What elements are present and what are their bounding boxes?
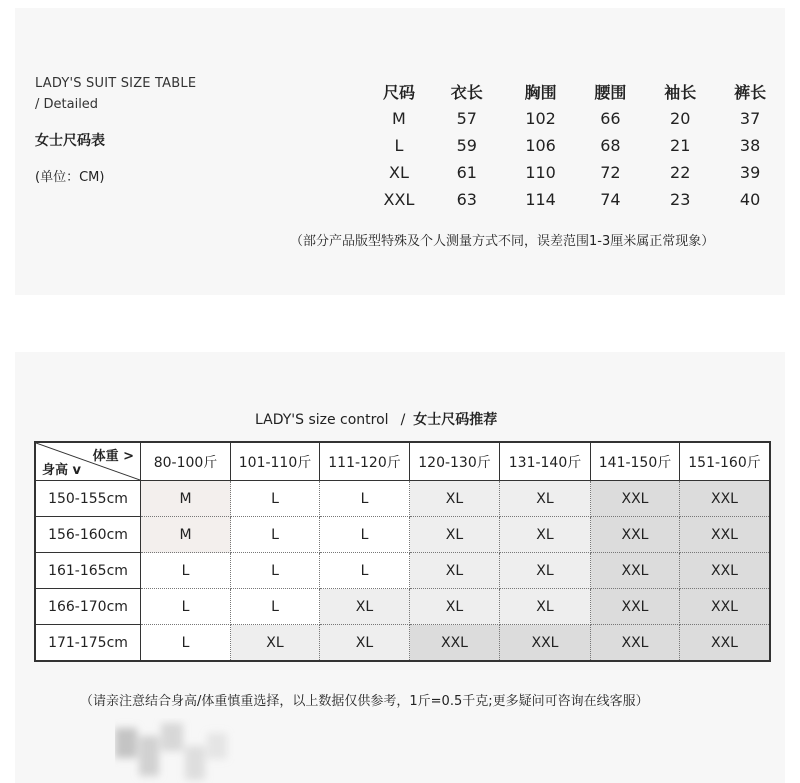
cell-length: 59 <box>456 136 477 155</box>
header-chest: 胸围 <box>524 83 557 102</box>
size-table-header-row <box>370 78 785 105</box>
corner-cell <box>35 442 141 481</box>
cell-sleeve: 23 <box>670 190 691 209</box>
corner-weight-label: 体重 > <box>92 449 134 464</box>
size-table-subtitle-en: / Detailed <box>35 97 99 112</box>
weight-header: 80-100斤 <box>141 442 231 481</box>
size-cell: XL <box>410 517 500 553</box>
weight-header: 120-130斤 <box>410 442 500 481</box>
recommend-grid <box>34 441 771 662</box>
size-cell: XXL <box>591 553 680 589</box>
size-cell: L <box>141 553 231 589</box>
recommend-title-cn: 女士尺码推荐 <box>413 412 498 428</box>
size-table-title-en: LADY'S SUIT SIZE TABLE <box>35 76 197 91</box>
size-cell: XL <box>231 625 320 662</box>
size-cell: L <box>141 625 231 662</box>
blurred-watermark <box>115 718 235 783</box>
cell-length: 63 <box>456 190 477 209</box>
size-cell: XXL <box>591 481 680 517</box>
recommend-row <box>35 625 770 662</box>
recommend-row <box>35 589 770 625</box>
size-table-note: （部分产品版型特殊及个人测量方式不同，误差范围1-3厘米属正常现象） <box>290 234 715 249</box>
cell-size: XXL <box>383 190 415 209</box>
size-cell: L <box>231 589 320 625</box>
size-cell: XXL <box>680 589 771 625</box>
height-label: 166-170cm <box>35 589 141 625</box>
cell-sleeve: 21 <box>670 136 691 155</box>
height-label: 156-160cm <box>35 517 141 553</box>
size-table-title-cn: 女士尺码表 <box>35 133 105 149</box>
cell-chest: 110 <box>525 163 556 182</box>
cell-chest: 114 <box>525 190 556 209</box>
size-cell: XXL <box>680 553 771 589</box>
size-cell: XL <box>500 589 591 625</box>
size-cell: XXL <box>680 481 771 517</box>
size-cell: XXL <box>591 625 680 662</box>
size-table-info <box>35 76 196 185</box>
size-cell: XL <box>500 517 591 553</box>
size-cell: XXL <box>500 625 591 662</box>
corner-height-label: 身高 v <box>42 463 82 478</box>
weight-header: 131-140斤 <box>500 442 591 481</box>
cell-chest: 106 <box>525 136 556 155</box>
size-cell: XXL <box>591 589 680 625</box>
cell-sleeve: 20 <box>670 109 691 128</box>
height-label: 150-155cm <box>35 481 141 517</box>
size-measurement-table <box>370 78 785 213</box>
recommend-row <box>35 517 770 553</box>
cell-length: 61 <box>456 163 477 182</box>
size-cell: XXL <box>680 625 771 662</box>
size-cell: L <box>141 589 231 625</box>
size-cell: M <box>141 517 231 553</box>
size-cell: XL <box>500 553 591 589</box>
size-cell: L <box>231 517 320 553</box>
size-cell: XXL <box>591 517 680 553</box>
size-table-row <box>370 132 785 159</box>
size-table-panel <box>15 8 785 295</box>
cell-size: L <box>394 136 404 155</box>
cell-pants: 38 <box>739 136 761 155</box>
weight-header: 111-120斤 <box>320 442 410 481</box>
cell-pants: 39 <box>739 163 761 182</box>
size-table-row <box>370 105 785 132</box>
cell-pants: 40 <box>739 190 761 209</box>
cell-size: XL <box>389 163 409 182</box>
size-cell: L <box>231 481 320 517</box>
recommend-title <box>255 409 497 429</box>
cell-waist: 74 <box>600 190 621 209</box>
header-pants: 裤长 <box>734 83 767 102</box>
header-sleeve: 袖长 <box>664 83 697 102</box>
height-label: 161-165cm <box>35 553 141 589</box>
size-cell: L <box>320 481 410 517</box>
header-length: 衣长 <box>450 83 483 102</box>
height-label: 171-175cm <box>35 625 141 662</box>
size-cell: XL <box>320 625 410 662</box>
size-cell: XXL <box>410 625 500 662</box>
cell-waist: 72 <box>600 163 621 182</box>
cell-waist: 68 <box>600 136 621 155</box>
weight-header: 141-150斤 <box>591 442 680 481</box>
cell-sleeve: 22 <box>670 163 691 182</box>
weight-header: 101-110斤 <box>231 442 320 481</box>
cell-waist: 66 <box>600 109 621 128</box>
recommend-header-row <box>35 442 770 481</box>
recommend-title-separator: / <box>400 412 406 428</box>
size-table-row <box>370 159 785 186</box>
size-cell: L <box>320 517 410 553</box>
size-table-unit: (单位：CM) <box>35 170 105 185</box>
weight-header: 151-160斤 <box>680 442 771 481</box>
size-cell: XL <box>410 589 500 625</box>
size-cell: XL <box>500 481 591 517</box>
recommend-note: （请亲注意结合身高/体重慎重选择，以上数据仅供参考，1斤=0.5千克;更多疑问可咨询在线客服） <box>80 694 649 709</box>
cell-chest: 102 <box>525 109 556 128</box>
size-cell: XL <box>320 589 410 625</box>
size-cell: XL <box>410 481 500 517</box>
cell-pants: 37 <box>739 109 761 128</box>
cell-size: M <box>392 109 406 128</box>
recommend-title-en: LADY'S size control <box>255 412 389 428</box>
size-cell: M <box>141 481 231 517</box>
cell-length: 57 <box>456 109 477 128</box>
size-cell: L <box>231 553 320 589</box>
recommend-row <box>35 481 770 517</box>
size-cell: L <box>320 553 410 589</box>
recommend-row <box>35 553 770 589</box>
size-cell: XL <box>410 553 500 589</box>
size-cell: XXL <box>680 517 771 553</box>
header-waist: 腰围 <box>594 83 627 102</box>
size-table-row <box>370 186 785 213</box>
header-size: 尺码 <box>382 83 415 102</box>
